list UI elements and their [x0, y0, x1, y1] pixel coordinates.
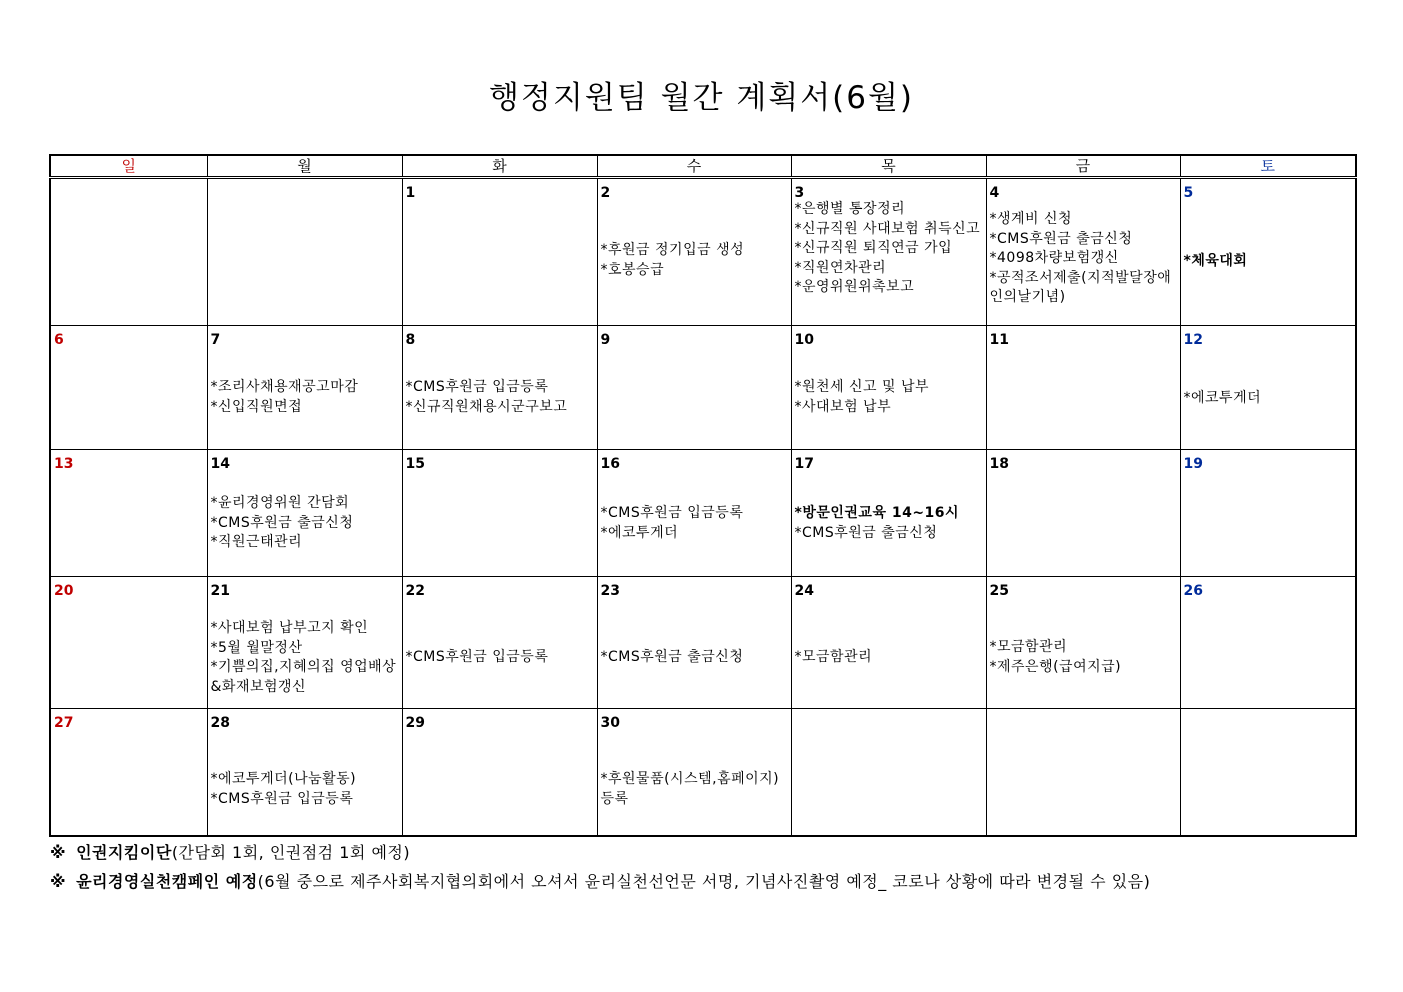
day-cell	[986, 577, 1180, 709]
day-cell	[1180, 326, 1356, 450]
weekday-header: 화	[402, 155, 597, 178]
day-number: 24	[794, 583, 814, 599]
schedule-list	[211, 770, 400, 809]
note-detail: (6월 중으로 제주사회복지협의회에서 오셔서 윤리실천선언문 서명, 기념사진촬영 예정_ 코로나 상황에 따라 변경될 수 있음)	[257, 872, 1151, 891]
day-number: 18	[989, 456, 1009, 472]
schedule-item: *CMS후원금 출금신청	[210, 514, 354, 531]
schedule-list	[795, 648, 984, 668]
page-title: 행정지원팀 월간 계획서(6월)	[488, 80, 915, 116]
day-number: 7	[210, 332, 221, 348]
day-number: 20	[54, 583, 74, 599]
note-line	[50, 867, 1150, 896]
day-cell	[1180, 577, 1356, 709]
weekday-header: 토	[1180, 155, 1356, 178]
schedule-item: *은행별 통장정리	[794, 201, 906, 217]
day-number: 16	[600, 456, 620, 472]
schedule-item: *에코투게더(나눔활동)	[210, 771, 357, 787]
note-key: 인권지킴이단	[76, 843, 172, 862]
day-number: 6	[54, 332, 64, 348]
schedule-item: *사대보험 납부고지 확인	[210, 620, 369, 636]
day-number: 3	[794, 185, 805, 201]
schedule-item: *CMS후원금 입금등록	[405, 649, 549, 665]
day-cell	[50, 326, 207, 450]
day-number: 27	[54, 715, 74, 731]
day-cell	[207, 178, 402, 326]
day-cell	[1180, 709, 1356, 837]
day-cell	[50, 178, 207, 326]
schedule-list	[406, 378, 595, 417]
schedule-item: *CMS후원금 출금신청	[600, 649, 744, 665]
day-number: 14	[210, 456, 230, 472]
schedule-list	[601, 770, 789, 809]
day-number: 13	[54, 456, 74, 472]
day-cell	[402, 450, 597, 577]
schedule-list	[990, 638, 1178, 677]
schedule-item: *신입직원면접	[210, 398, 303, 415]
day-number: 26	[1183, 583, 1203, 599]
day-number: 1	[405, 185, 416, 201]
week-row	[50, 326, 1356, 450]
schedule-list	[795, 200, 984, 298]
schedule-list	[406, 648, 595, 668]
day-cell	[791, 178, 986, 326]
schedule-item: *공적조서제출(지적발달장애인의날기념)	[989, 269, 1172, 305]
day-number: 29	[405, 715, 425, 731]
day-number: 12	[1183, 332, 1203, 348]
day-cell	[986, 709, 1180, 837]
schedule-item: *CMS후원금 입금등록	[210, 790, 354, 807]
schedule-item: *윤리경영위원 간담회	[210, 495, 350, 511]
schedule-item: *모금함관리	[989, 639, 1068, 655]
day-cell	[791, 577, 986, 709]
day-number: 5	[1183, 185, 1194, 201]
schedule-list	[990, 210, 1178, 308]
day-number: 11	[989, 332, 1009, 348]
day-cell	[207, 326, 402, 450]
schedule-item: *신규직원 사대보험 취득신고	[794, 220, 981, 237]
schedule-item: *에코투게더	[600, 524, 679, 541]
monthly-calendar	[49, 154, 1357, 837]
schedule-item: *CMS후원금 출금신청	[794, 524, 938, 541]
reference-mark-icon: ※	[50, 872, 67, 891]
schedule-item: *후원금 정기입금 생성	[600, 242, 745, 258]
schedule-item: *5월 월말정산	[210, 639, 303, 656]
schedule-item: *조리사채용재공고마감	[210, 379, 359, 395]
day-cell	[50, 450, 207, 577]
day-cell	[791, 326, 986, 450]
day-number: 23	[600, 583, 620, 599]
schedule-item: *4098차량보험갱신	[989, 250, 1119, 266]
day-cell	[1180, 450, 1356, 577]
day-cell	[986, 450, 1180, 577]
schedule-item: *방문인권교육 14~16시	[794, 505, 960, 521]
schedule-item: *호봉승급	[600, 261, 665, 278]
week-row	[50, 709, 1356, 837]
schedule-list	[1184, 252, 1354, 272]
schedule-item: *직원연차관리	[794, 259, 887, 276]
weekday-header: 금	[986, 155, 1180, 178]
day-number: 9	[600, 332, 611, 348]
day-cell	[791, 709, 986, 837]
day-cell	[207, 577, 402, 709]
weekday-header: 일	[50, 155, 207, 178]
schedule-item: *제주은행(급여지급)	[989, 658, 1122, 675]
schedule-list	[211, 494, 400, 553]
schedule-list	[1184, 389, 1354, 409]
notes	[50, 838, 1150, 896]
day-number: 2	[600, 185, 611, 201]
day-cell	[597, 450, 791, 577]
schedule-list	[601, 241, 789, 280]
schedule-item: *모금함관리	[794, 649, 873, 665]
week-row	[50, 178, 1356, 326]
day-number: 25	[989, 583, 1009, 599]
week-row	[50, 577, 1356, 709]
note-key: 윤리경영실천캠페인 예정	[76, 872, 258, 891]
schedule-item: *사대보험 납부	[794, 398, 892, 415]
day-cell	[50, 577, 207, 709]
day-cell	[986, 326, 1180, 450]
schedule-item: *원천세 신고 및 납부	[794, 379, 930, 395]
day-cell	[1180, 178, 1356, 326]
schedule-item: *체육대회	[1183, 253, 1248, 269]
schedule-item: *신규직원채용시군구보고	[405, 398, 568, 415]
schedule-item: *후원물품(시스템,홈페이지)등록	[600, 771, 780, 807]
day-number: 21	[210, 583, 230, 599]
weekday-header: 목	[791, 155, 986, 178]
day-number: 15	[405, 456, 425, 472]
weekday-header-row	[50, 155, 1356, 178]
week-row	[50, 450, 1356, 577]
schedule-list	[211, 378, 400, 417]
schedule-item: *에코투게더	[1183, 390, 1262, 406]
day-cell	[402, 178, 597, 326]
day-cell	[597, 326, 791, 450]
schedule-item: *CMS후원금 출금신청	[989, 230, 1133, 247]
note-line	[50, 838, 1150, 867]
day-cell	[597, 709, 791, 837]
schedule-list	[211, 619, 400, 697]
schedule-list	[601, 648, 789, 668]
day-cell	[597, 178, 791, 326]
day-number: 10	[794, 332, 814, 348]
day-number: 19	[1183, 456, 1203, 472]
note-detail: (간담회 1회, 인권점검 1회 예정)	[171, 843, 411, 862]
day-cell	[207, 709, 402, 837]
reference-mark-icon: ※	[50, 843, 67, 862]
schedule-list	[795, 504, 984, 543]
schedule-item: *신규직원 퇴직연금 가입	[794, 240, 953, 256]
day-cell	[402, 326, 597, 450]
day-cell	[597, 577, 791, 709]
schedule-list	[795, 378, 984, 417]
day-number: 28	[210, 715, 230, 731]
day-number: 4	[989, 185, 1000, 201]
day-cell	[50, 709, 207, 837]
weekday-header: 월	[207, 155, 402, 178]
day-cell	[986, 178, 1180, 326]
schedule-list	[601, 504, 789, 543]
schedule-item: *CMS후원금 입금등록	[600, 505, 744, 521]
day-number: 8	[405, 332, 416, 348]
day-number: 17	[794, 456, 814, 472]
weekday-header: 수	[597, 155, 791, 178]
day-cell	[791, 450, 986, 577]
day-cell	[402, 709, 597, 837]
schedule-item: *직원근태관리	[210, 534, 303, 550]
day-number: 22	[405, 583, 425, 599]
schedule-item: *운영위원위촉보고	[794, 279, 915, 295]
day-number: 30	[600, 715, 620, 731]
day-cell	[207, 450, 402, 577]
schedule-item: *생계비 신청	[989, 211, 1073, 227]
day-cell	[402, 577, 597, 709]
schedule-item: *CMS후원금 입금등록	[405, 379, 549, 395]
schedule-item: *기쁨의집,지혜의집 영업배상&화재보험갱신	[210, 659, 397, 695]
